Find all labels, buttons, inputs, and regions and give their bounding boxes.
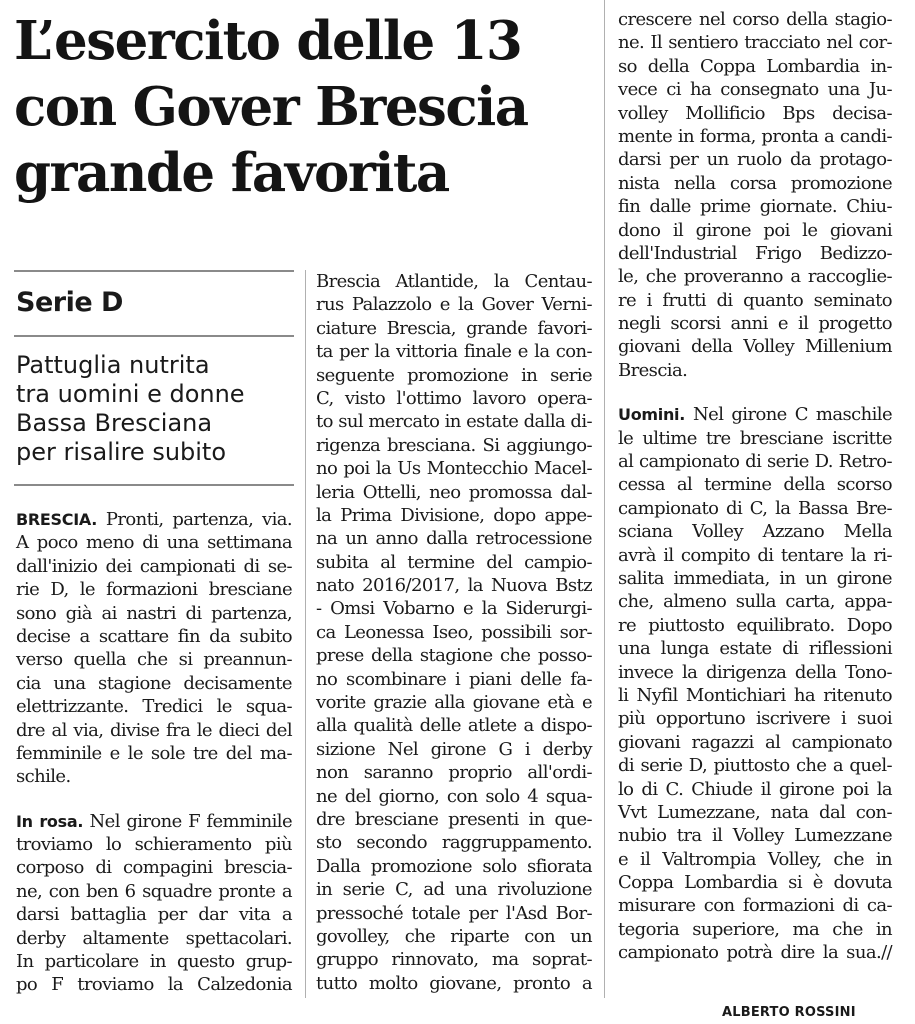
text-line: C, visto l'ottimo lavoro opera-: [316, 387, 592, 409]
text-line: so della Coppa Lombardia in-: [618, 55, 892, 77]
text-line: di serie D, piuttosto che a quel-: [618, 755, 892, 777]
text-line: prese della stagione che posso-: [316, 645, 592, 667]
text-line: misurare con formazioni di ca-: [618, 895, 892, 917]
paragraph: [16, 833, 292, 997]
text-line: più opportuno iscrivere i suoi: [618, 708, 892, 730]
text-line: ciature Brescia, grande favori-: [316, 317, 592, 339]
text-line: - Omsi Vobarno e la Siderurgi-: [316, 598, 592, 620]
subheadline-line: per risalire subito: [16, 438, 227, 466]
text-line: ca Leonessa Iseo, possibili sor-: [316, 621, 592, 643]
text-line: sto secondo raggruppamento.: [316, 832, 592, 854]
text-line: cessa al termine della scorso: [618, 474, 892, 496]
text-line: na un anno dalla retrocessione: [316, 528, 592, 550]
text-line: Brescia.: [618, 359, 688, 381]
text-line: no poi la Us Montecchio Macel-: [316, 458, 592, 480]
text-line: dall'inizio dei campionati di se-: [16, 555, 292, 577]
text-line: In particolare in questo grup-: [16, 951, 292, 973]
paragraph-lead: In rosa.: [16, 811, 84, 831]
text-line: re i frutti di quanto seminato: [618, 289, 892, 311]
headline-line: con Gover Brescia: [14, 76, 528, 138]
divider: [14, 270, 294, 272]
paragraph: [316, 270, 592, 995]
paragraph-gap: [16, 789, 292, 810]
text-line: invece la dirigenza della Tono-: [618, 661, 892, 683]
headline-line: L’esercito delle 13: [14, 10, 522, 72]
text-line: giovani della Volley Millenium: [618, 336, 892, 358]
text-line: pressoché totale per l'Asd Bor-: [316, 902, 592, 924]
subheadline: [16, 351, 301, 467]
text-line: dre bresciane presenti in que-: [316, 808, 592, 830]
text-line: ta per la vittoria finale e la con-: [316, 341, 592, 363]
text-line: vece ci ha consegnato una Ju-: [618, 79, 892, 101]
paragraph: [618, 8, 892, 382]
text-line: Brescia Atlantide, la Centau-: [316, 271, 592, 292]
article-column-3: [618, 8, 892, 965]
text-line: darsi per un ruolo da protago-: [618, 149, 892, 171]
text-line: nato 2016/2017, la Nuova Bstz: [316, 575, 592, 597]
text-line: corposo di compagini brescia-: [16, 857, 292, 879]
text-line-rest: Pronti, partenza, via.: [97, 509, 292, 530]
article-column-2: [316, 270, 592, 995]
text-line: e il Valtrompia Volley, che in: [618, 848, 892, 870]
paragraph-lead: Uomini.: [618, 405, 685, 425]
text-line: govolley, che riparte con un: [316, 925, 592, 947]
byline: ALBERTO ROSSINI: [722, 1005, 856, 1020]
text-line: subita al termine del campio-: [316, 551, 592, 573]
text-line-rest: Nel girone F femminile: [83, 810, 293, 832]
text-line: lo di C. Chiude il girone poi la: [618, 778, 892, 800]
text-line: dell'Industrial Frigo Bedizzo-: [618, 242, 892, 264]
subheadline-line: Pattuglia nutrita: [16, 351, 210, 379]
divider: [14, 484, 294, 486]
text-line-rest: Nel girone C maschile: [685, 404, 892, 426]
text-line: nista nella corsa promozione: [618, 172, 892, 194]
text-line: volley Mollificio Bps decisa-: [618, 102, 892, 124]
text-line: leria Ottelli, neo promossa dal-: [316, 481, 592, 503]
text-line: la Prima Divisione, dopo appe-: [316, 504, 592, 526]
text-line: ne. Il sentiero tracciato nel cor-: [618, 32, 892, 54]
text-line: [16, 810, 292, 833]
paragraph-gap: [618, 382, 892, 403]
text-line: ne, con ben 6 squadre pronte a: [16, 880, 292, 902]
text-line: to sul mercato in estate dalla di-: [316, 411, 592, 433]
text-line: ne del giorno, con solo 4 squa-: [316, 785, 592, 807]
text-line: che, almeno sulla carta, appa-: [618, 591, 892, 613]
text-line: campionato potrà dire la sua.//: [618, 942, 892, 964]
text-line: rigenza bresciana. Si aggiungo-: [316, 434, 592, 456]
text-line: Vvt Lumezzane, nata dal con-: [618, 801, 892, 823]
text-line: seguente promozione in serie: [316, 364, 592, 386]
paragraph-lead: BRESCIA.: [16, 510, 98, 529]
text-line: Coppa Lombardia si è dovuta: [618, 872, 892, 894]
text-line: elettrizzante. Tredici le squa-: [16, 696, 292, 718]
text-line: giovani ragazzi al campionato: [618, 731, 892, 753]
text-line: non saranno proprio all'ordi-: [316, 762, 592, 784]
text-line: gruppo rinnovato, ma soprat-: [316, 949, 592, 971]
text-line: fin dalle prime giornate. Chiu-: [618, 196, 892, 218]
subheadline-line: tra uomini e donne: [16, 380, 245, 408]
text-line: salita immediata, in un girone: [618, 567, 892, 589]
headline-line: grande favorita: [14, 142, 449, 204]
text-line: po F troviamo la Calzedonia: [16, 974, 292, 996]
paragraph: [618, 427, 892, 965]
text-line: tutto molto giovane, pronto a: [316, 972, 592, 994]
text-line: tegoria superiore, ma che in: [618, 918, 892, 940]
text-line: derby altamente spettacolari.: [16, 927, 292, 949]
text-line: in serie C, ad una rivoluzione: [316, 879, 592, 901]
text-line: troviamo lo schieramento più: [16, 834, 292, 856]
text-line: avrà il compito di tentare la ri-: [618, 544, 892, 566]
text-line: crescere nel corso della stagio-: [618, 9, 892, 30]
text-line: dono il girone poi le giovani: [618, 219, 892, 241]
text-line: [16, 508, 292, 531]
text-line: verso quella che si preannun-: [16, 649, 292, 671]
text-line: cia una stagione decisamente: [16, 672, 292, 694]
text-line: darsi battaglia per dar vita a: [16, 904, 292, 926]
text-line: campionato di C, la Bassa Bre-: [618, 497, 892, 519]
section-label: Serie D: [16, 287, 123, 318]
text-line: re piuttosto equilibrato. Dopo: [618, 614, 892, 636]
text-line: no scombinare i piani delle fa-: [316, 668, 592, 690]
text-line: femminile e le sole tre del ma-: [16, 742, 292, 764]
text-line: rie D, le formazioni bresciane: [16, 579, 292, 601]
divider: [14, 335, 294, 337]
text-line: negli scorsi anni e il progetto: [618, 313, 892, 335]
text-line: decise a scattare fin da subito: [16, 625, 292, 647]
text-line: Dalla promozione solo sfiorata: [316, 855, 592, 877]
text-line: alla qualità delle atlete a dispo-: [316, 715, 592, 737]
text-line: nubio tra il Volley Lumezzane: [618, 825, 892, 847]
text-line: le, che proveranno a raccoglie-: [618, 266, 892, 288]
text-line: vorite grazie alla giovane età e: [316, 692, 592, 714]
text-line: mente in forma, pronta a candi-: [618, 125, 892, 147]
text-line: dre al via, divise fra le dieci del: [16, 719, 292, 741]
subheadline-line: Bassa Bresciana: [16, 409, 213, 437]
text-line: una lunga estate di riflessioni: [618, 638, 892, 660]
text-line: le ultime tre bresciane iscritte: [618, 427, 892, 449]
text-line: rus Palazzolo e la Gover Verni-: [316, 294, 592, 316]
paragraph: [16, 531, 292, 788]
text-line: sciana Volley Azzano Mella: [618, 521, 892, 543]
text-line: A poco meno di una settimana: [16, 532, 292, 554]
column-divider: [604, 0, 605, 998]
headline: [14, 8, 604, 206]
column-divider: [305, 270, 306, 998]
text-line: [618, 403, 892, 426]
text-line: al campionato di serie D. Retro-: [618, 451, 892, 473]
article-column-1: [16, 508, 292, 997]
text-line: schile.: [16, 766, 71, 788]
text-line: sizione Nel girone G i derby: [316, 738, 592, 760]
text-line: li Nyfil Montichiari ha ritenuto: [618, 684, 892, 706]
text-line: sono già ai nastri di partenza,: [16, 602, 292, 624]
